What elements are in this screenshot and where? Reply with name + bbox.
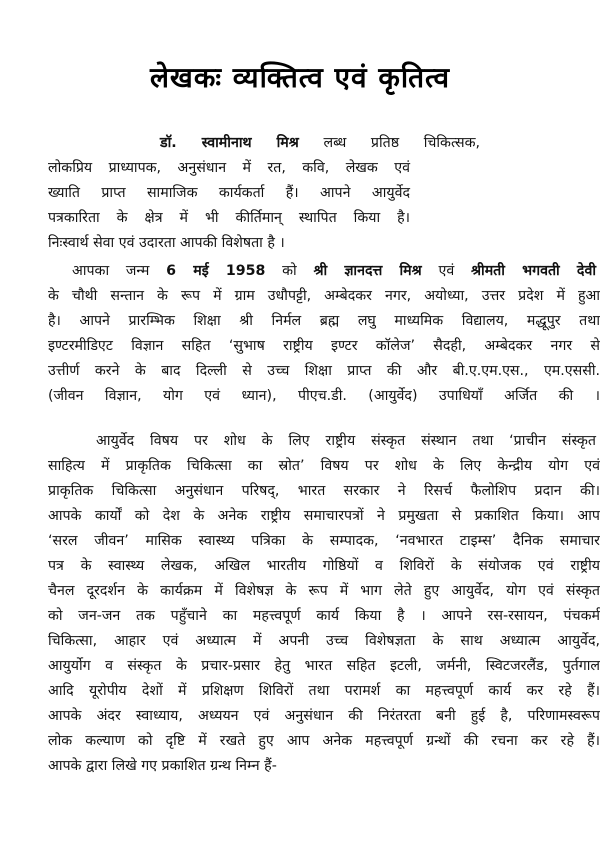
- birth-date: 6 मई 1958: [166, 263, 266, 279]
- paragraph-2-line-2: के चौथी सन्तान के रूप में ग्राम उधौपट्टी, अम्बेदकर नगर, अयोध्या, उत्तर प्रदेश में हुआ: [48, 288, 600, 304]
- author-name: डॉ. स्वामीनाथ मिश्र: [160, 135, 299, 151]
- paragraph-3-line-14: आपके द्वारा लिखे गए प्रकाशित ग्रन्थ निम्न हैं-: [48, 758, 277, 774]
- page-title: लेखकः व्यक्तित्व एवं कृतित्व: [149, 61, 451, 94]
- text-span: को: [265, 263, 314, 279]
- paragraph-1-line-3: ख्याति प्राप्त सामाजिक कार्यकर्ता हैं। आपने आयुर्वेद: [48, 185, 410, 201]
- paragraph-2-line-5: उत्तीर्ण करने के बाद दिल्ली से उच्च शिक्षा प्राप्त की और बी.ए.एम.एस., एम.एससी.: [48, 363, 600, 379]
- paragraph-1-line-5: निःस्वार्थ सेवा एवं उदारता आपकी विशेषता है ।: [48, 235, 285, 251]
- paragraph-3-line-13: लोक कल्याण को दृष्टि में रखते हुए आप अनेक महत्त्वपूर्ण ग्रन्थों की रचना कर रहे हैं।: [48, 733, 600, 749]
- paragraph-2-line-1: [72, 262, 596, 280]
- paragraph-2-line-4: इण्टरमीडिएट विज्ञान सहित ‘सुभाष राष्ट्रीय इण्टर कॉलेज’ सैदही, अम्बेदकर नगर से: [48, 338, 600, 354]
- paragraph-1-line-2: लोकप्रिय प्राध्यापक, अनुसंधान में रत, कवि, लेखक एवं: [48, 160, 410, 176]
- paragraph-2-line-3: है। आपने प्रारम्भिक शिक्षा श्री निर्मल ब्रह्म लघु माध्यमिक विद्यालय, मद्धूपुर तथा: [48, 313, 600, 329]
- mother-name: श्रीमती भगवती देवी: [470, 263, 597, 279]
- paragraph-3-line-12: आपके अंदर स्वाध्याय, अध्ययन एवं अनुसंधान की निरंतरता बनी हुई है, परिणामस्वरूप: [48, 708, 600, 724]
- paragraph-3-line-2: साहित्य में प्राकृतिक चिकित्सा का स्रोत’ विषय पर शोध के लिए केन्द्रीय योग एवं: [48, 458, 600, 474]
- paragraph-3-line-9: चिकित्सा, आहार एवं अध्यात्म में अपनी उच्च विशेषज्ञता के साथ अध्यात्म आयुर्वेद,: [48, 633, 600, 649]
- paragraph-3-line-7: चैनल दूरदर्शन के कार्यक्रम में विशेषज्ञ के रूप में भाग लेते हुए आयुर्वेद, योग एवं संस्कृत: [48, 583, 600, 599]
- text-span: आपका जन्म: [72, 263, 167, 279]
- paragraph-1-line-4: पत्रकारिता के क्षेत्र में भी कीर्तिमान् स्थापित किया है।: [48, 210, 410, 226]
- paragraph-3-line-6: पत्र के स्वास्थ्य लेखक, अखिल भारतीय गोष्ठियों व शिविरों के संयोजक एवं राष्ट्रीय: [48, 558, 600, 574]
- paragraph-3-line-8: को जन-जन तक पहुँचाने का महत्त्वपूर्ण कार्य किया है । आपने रस-रसायन, पंचकर्म: [48, 608, 600, 624]
- paragraph-3-line-4: आपके कार्यों को देश के अनेक राष्ट्रीय समाचारपत्रों ने प्रमुखता से प्रकाशित किया। आप: [48, 508, 600, 524]
- text-span: लब्ध प्रतिष्ठ चिकित्सक,: [298, 135, 481, 151]
- father-name: श्री ज्ञानदत्त मिश्र: [313, 263, 422, 279]
- paragraph-2-line-6: (जीवन विज्ञान, योग एवं ध्यान), पीएच.डी. (आयुर्वेद) उपाधियाँ अर्जित की ।: [48, 388, 600, 404]
- paragraph-3-line-3: प्राकृतिक चिकित्सा अनुसंधान परिषद्, भारत सरकार ने रिसर्च फैलोशिप प्रदान की।: [48, 483, 600, 499]
- paragraph-3-line-1: आयुर्वेद विषय पर शोध के लिए राष्ट्रीय संस्कृत संस्थान तथा ‘प्राचीन संस्कृत: [96, 433, 596, 449]
- paragraph-3-line-5: ‘सरल जीवन’ मासिक स्वास्थ्य पत्रिका के सम्पादक, ‘नवभारत टाइम्स’ दैनिक समाचार: [48, 533, 600, 549]
- text-span: एवं: [421, 263, 471, 279]
- paragraph-1-line-1: [160, 134, 480, 152]
- paragraph-3-line-11: आदि यूरोपीय देशों में प्रशिक्षण शिविरों तथा परामर्श का महत्त्वपूर्ण कार्य कर रहे हैं।: [48, 683, 600, 699]
- paragraph-3-line-10: आयुर्योग व संस्कृत के प्रचार-प्रसार हेतु भारत सहित इटली, जर्मनी, स्विटजरलैंड, पुर्तगाल: [48, 658, 600, 674]
